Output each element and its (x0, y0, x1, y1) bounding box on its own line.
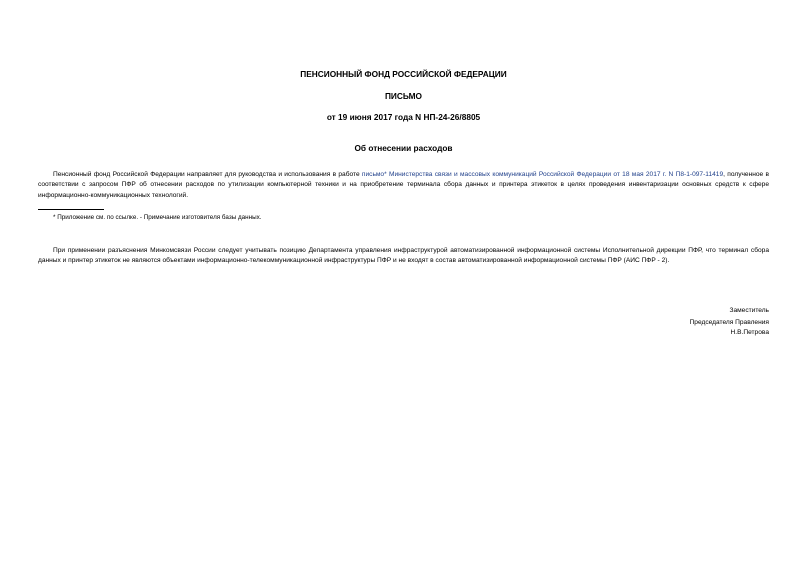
footnote-text: * Приложение см. по ссылке. - Примечание изготовителя базы данных. (53, 214, 262, 221)
body-paragraph-1 (38, 170, 769, 201)
document-date-number: от 19 июня 2017 года N НП-24-26/8805 (326, 112, 481, 122)
referenced-letter-link[interactable]: письмо* Министерства связи и массовых коммуникаций Российской Федерации от 18 мая 2017 г. N П8-1-097-11419 (361, 171, 724, 178)
document-type-heading: ПИСЬМО (384, 91, 423, 101)
paragraph-1-text-end: , полученное в соответствии с запросом ПФР об отнесении расходов по утилизации компьютерной техники и на приобретение терминала сбора данных и принтера этикеток в целях проведения инвентаризации основных средств к сфере информационно-коммуникационных технологий. (38, 171, 770, 199)
body-paragraph-2: При применении разъяснения Минкомсвязи России следует учитывать позицию Департамента управления инфраструктурой автоматизированной информационной системы Исполнительной дирекции ПФР, что терминал сбора данных и принтер этикеток не являются объектами информационно-телекоммуникационной инфраструктуры ПФР и не входят в состав автоматизированной информационной системы ПФР (АИС ПФР - 2). (38, 247, 769, 265)
signature-title-line-1: Заместитель (729, 307, 769, 314)
signatory-name: Н.В.Петрова (730, 329, 769, 336)
signature-title-line-2: Председателя Правления (689, 319, 769, 326)
document-subject: Об отнесении расходов (354, 143, 453, 153)
organization-heading: ПЕНСИОННЫЙ ФОНД РОССИЙСКОЙ ФЕДЕРАЦИИ (300, 69, 507, 79)
footnote-divider (38, 209, 104, 210)
paragraph-1-text-start: Пенсионный фонд Российской Федерации направляет для руководства и использования в работе (53, 171, 362, 178)
